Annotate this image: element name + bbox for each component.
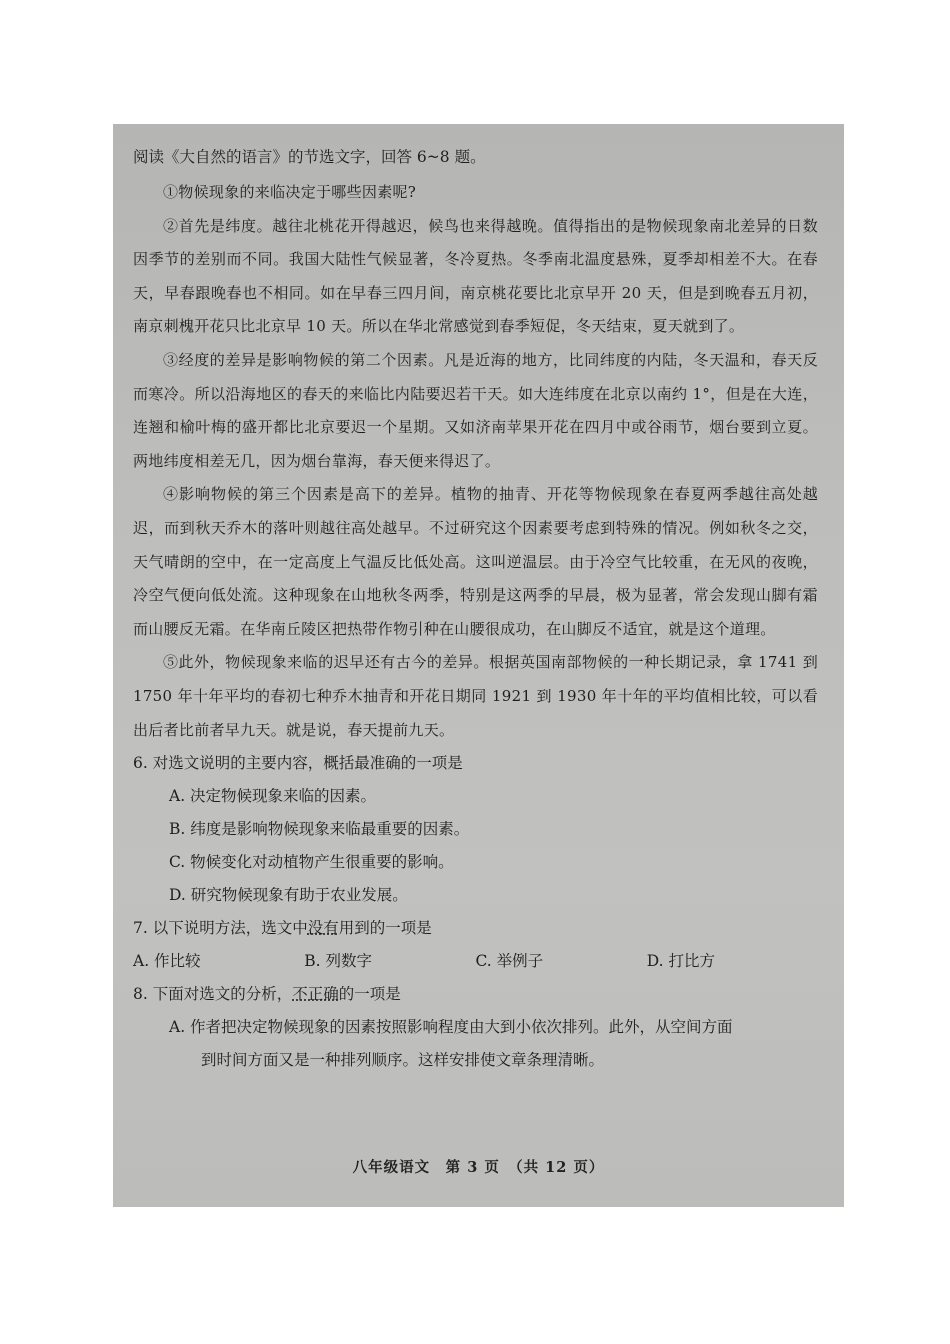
paragraph-4: ④影响物候的第三个因素是高下的差异。植物的抽青、开花等物候现象在春夏两季越往高处越迟，而到秋天乔木的落叶则越往高处越早。不过研究这个因素要考虑到特殊的情况。例如秋冬之交，天气晴朗的空中，在一定高度上气温反比低处高。这叫逆温层。由于冷空气比较重，在无风的夜晚，冷空气便向低处流。这种现象在山地秋冬两季，特别是这两季的早晨，极为显著，常会发现山脚有霜而山腰反无霜。在华南丘陵区把热带作物引种在山腰很成功，在山脚反不适宜，就是这个道理。 [133,485,818,638]
question-7-stem-emphasis: 没有 [307,919,339,938]
question-6-option-d[interactable]: D. 研究物候现象有助于农业发展。 [169,886,408,905]
question-8-option-a-line2: 到时间方面又是一种排列顺序。这样安排使文章条理清晰。 [201,1051,605,1070]
question-7 [133,912,818,978]
page-footer: 八年级语文 第 3 页 （共 12 页） [352,1159,605,1176]
question-8-stem-end: 的一项是 [338,985,401,1004]
question-6-stem: 6. 对选文说明的主要内容，概括最准确的一项是 [133,754,463,773]
question-6 [133,747,818,912]
reading-section [133,142,818,1077]
question-7-option-a[interactable]: A. 作比较 [133,952,201,971]
paragraph-5: ⑤此外，物候现象来临的迟早还有古今的差异。根据英国南部物候的一种长期记录，拿 1741 到 1750 年十年平均的春初七种乔木抽青和开花日期同 1921 到 1930 年十年的平均值相比较，可以看出后者比前者早九天。就是说，春天提前九天。 [133,653,818,739]
question-7-option-d[interactable]: D. 打比方 [646,952,715,971]
question-8-stem-start: 8. 下面对选文的分析， [133,985,293,1004]
paragraph-1: ①物候现象的来临决定于哪些因素呢? [163,183,417,201]
question-8-option-a[interactable] [169,1011,829,1077]
reading-intro: 阅读《大自然的语言》的节选文字，回答 6~8 题。 [133,148,486,166]
scanned-exam-page [113,124,844,1207]
question-6-option-a[interactable]: A. 决定物候现象来临的因素。 [169,787,377,806]
paragraph-3: ③经度的差异是影响物候的第二个因素。凡是近海的地方，比同纬度的内陆，冬天温和，春天反而寒冷。所以沿海地区的春天的来临比内陆要迟若干天。如大连纬度在北京以南约 1°，但是在大连，连翘和榆叶梅的盛开都比北京要迟一个星期。又如济南苹果开花在四月中或谷雨节，烟台要到立夏。两地纬度相差无几，因为烟台靠海，春天便来得迟了。 [133,350,818,470]
question-7-options [133,945,818,978]
question-6-option-c[interactable]: C. 物候变化对动植物产生很重要的影响。 [169,853,454,872]
question-6-option-b[interactable]: B. 纬度是影响物候现象来临最重要的因素。 [169,820,470,839]
question-7-stem-end: 用到的一项是 [338,919,432,938]
question-7-stem [133,912,818,945]
question-8-stem-emphasis: 不正确 [292,985,339,1004]
question-8-stem [133,978,818,1011]
question-8-option-a-line1: A. 作者把决定物候现象的因素按照影响程度由大到小依次排列。此外，从空间方面 [169,1018,733,1037]
question-7-option-c[interactable]: C. 举例子 [475,952,544,971]
question-7-stem-start: 7. 以下说明方法，选文中 [133,919,308,938]
question-7-option-b[interactable]: B. 列数字 [304,952,372,971]
paragraph-2: ②首先是纬度。越往北桃花开得越迟，候鸟也来得越晚。值得指出的是物候现象南北差异的日数因季节的差别而不同。我国大陆性气候显著，冬冷夏热。冬季南北温度悬殊，夏季却相差不大。在春天，早春跟晚春也不相同。如在早春三四月间，南京桃花要比北京早开 20 天，但是到晚春五月初，南京刺槐开花只比北京早 10 天。所以在华北常感觉到春季短促，冬天结束，夏天就到了。 [133,216,818,336]
question-8 [133,978,818,1077]
